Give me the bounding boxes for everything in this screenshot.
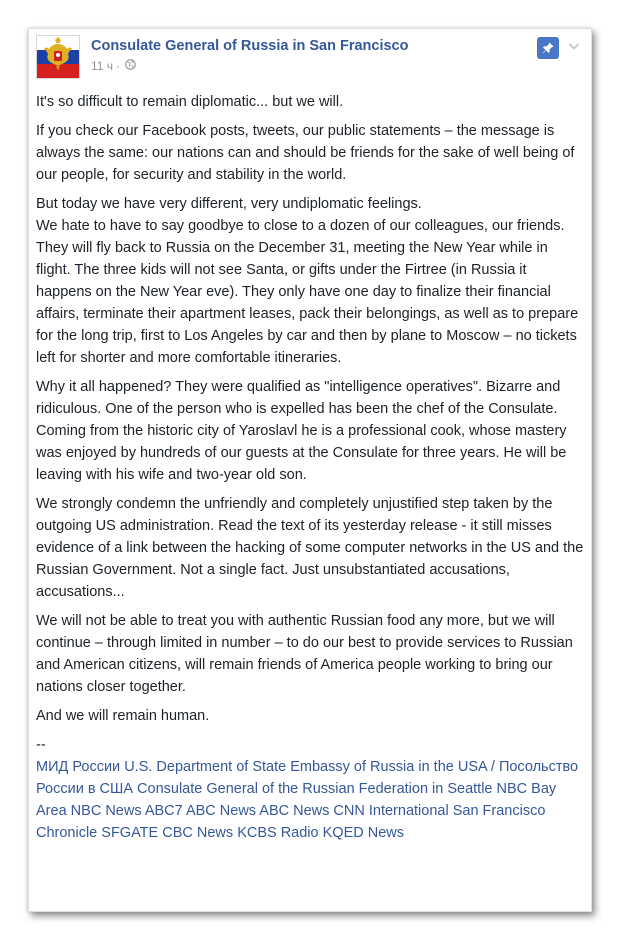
tag-link[interactable]: Embassy of Russia in the USA / Посольство России в США bbox=[36, 759, 579, 797]
tag-link[interactable]: SFGATE bbox=[101, 825, 159, 841]
dashes: -- bbox=[36, 737, 46, 753]
tag-link[interactable]: CNN International bbox=[333, 803, 449, 819]
tag-link[interactable]: Consulate General of the Russian Federation in Seattle bbox=[137, 781, 493, 797]
tag-link[interactable]: ABC7 bbox=[144, 803, 183, 819]
page-name-link[interactable]: Consulate General of Russia in San Francisco bbox=[91, 38, 409, 54]
post-paragraph-1: It's so difficult to remain diplomatic... but we will. bbox=[36, 94, 344, 110]
post-paragraph-5: We strongly condemn the unfriendly and completely unjustified step taken by the outgoing US administration. Read the text of its yesterday release - it still misses evidence of a link between the hacking of some computer networks in the US and the Russian Government. Not a single fact. Just unsubstantiated accusations, accusations... bbox=[36, 496, 584, 600]
post-header bbox=[36, 35, 583, 85]
tag-link[interactable]: МИД России bbox=[36, 759, 121, 775]
tag-link[interactable]: CBC News bbox=[162, 825, 234, 841]
meta-separator: · bbox=[116, 59, 121, 73]
post-paragraph-2: If you check our Facebook posts, tweets, our public statements – the message is always the same: our nations can and should be friends for the sake of well being of our people, for security and stability in the world. bbox=[36, 123, 575, 183]
tag-link[interactable]: NBC News bbox=[70, 803, 142, 819]
tag-link[interactable]: San Francisco Chronicle bbox=[36, 803, 546, 841]
post-paragraph-6: We will not be able to treat you with authentic Russian food any more, but we will continue – through limited in number – to do our best to provide services to Russian and American citizens, will remain friends of America people working to bring our nations closer together. bbox=[36, 613, 573, 695]
post-meta bbox=[91, 59, 136, 73]
post-paragraph-3 bbox=[36, 193, 584, 369]
post-timestamp[interactable]: 11 ч bbox=[91, 59, 114, 73]
post-options-chevron[interactable] bbox=[567, 39, 581, 53]
post-card bbox=[28, 28, 592, 912]
chevron-down-icon bbox=[567, 39, 581, 53]
page-avatar[interactable] bbox=[36, 35, 80, 79]
pin-button[interactable] bbox=[537, 37, 559, 59]
post-paragraph-3a: But today we have very different, very undiplomatic feelings. bbox=[36, 196, 422, 212]
tag-link[interactable]: NBC Bay Area bbox=[36, 781, 557, 819]
tag-link[interactable]: U.S. Department of State bbox=[124, 759, 287, 775]
tag-link[interactable]: KCBS Radio bbox=[237, 825, 319, 841]
tag-links bbox=[36, 756, 584, 844]
post-paragraph-3b: We hate to have to say goodbye to close to a dozen of our colleagues, our friends. They will fly back to Russia on the December 31, meeting the New Year while in flight. The three kids will not see Santa, or gifts under the Firtree (in Russia it happens on the New Year eve). They only have one day to finalize their financial affairs, terminate their apartment leases, pack their belongings, as well as to prepare for the long trip, first to Los Angeles by car and then by plane to Moscow – no tickets left for shorter and more comfortable itineraries. bbox=[36, 218, 579, 366]
post-paragraph-4: Why it all happened? They were qualified as "intelligence operatives". Bizarre and ridiculous. One of the person who is expelled has been the chef of the Consulate. Coming from the historic city of Yaroslavl he is a professional cook, whose mastery was enjoyed by hundreds of our guests at the Consulate for three years. He will be leaving with his wife and two-year old son. bbox=[36, 379, 567, 483]
tag-link[interactable]: ABC News bbox=[185, 803, 257, 819]
globe-icon bbox=[125, 59, 136, 73]
tag-link[interactable]: ABC News bbox=[259, 803, 330, 819]
pin-icon bbox=[541, 41, 555, 55]
post-body bbox=[36, 91, 584, 844]
post-paragraph-7: And we will remain human. bbox=[36, 708, 210, 724]
tag-link[interactable]: KQED News bbox=[322, 825, 405, 841]
